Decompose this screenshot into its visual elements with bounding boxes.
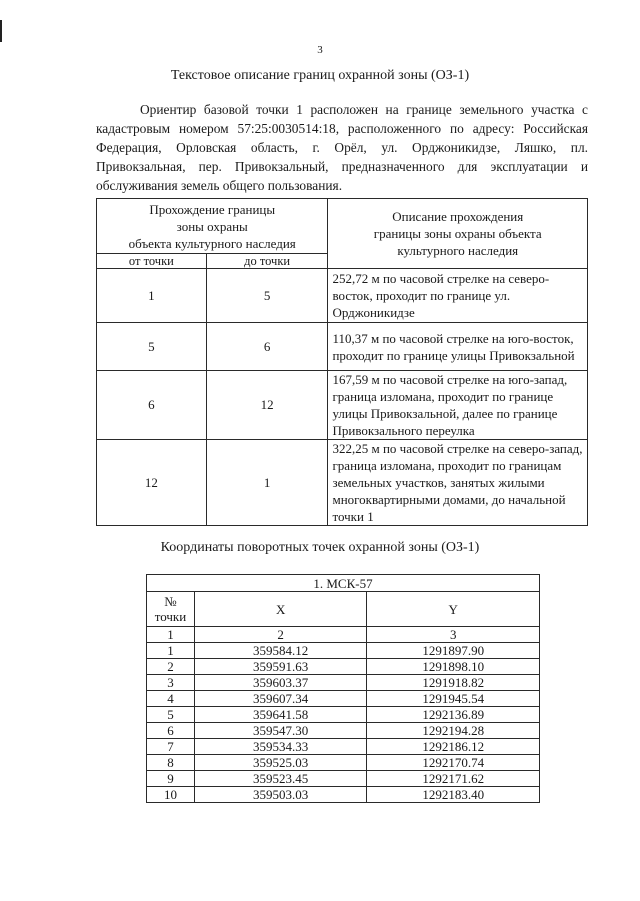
coord-x: 359534.33 — [194, 739, 367, 755]
header-right-line: границы зоны охраны объекта — [373, 226, 542, 241]
col-point-number-line: точки — [154, 609, 187, 624]
coord-x: 359584.12 — [194, 643, 367, 659]
table-row — [147, 723, 540, 739]
column-index: 1 — [147, 627, 195, 643]
coord-y: 1292171.62 — [367, 771, 540, 787]
coord-x: 359607.34 — [194, 691, 367, 707]
to-point: 1 — [206, 440, 328, 526]
coord-x: 359591.63 — [194, 659, 367, 675]
from-point: 6 — [97, 371, 207, 440]
segment-description: 167,59 м по часовой стрелке на юго-запад, граница изломана, проходит по границе улицы Привокзальной, далее по границе Привокзального переулка — [328, 371, 588, 440]
coord-y: 1292183.40 — [367, 787, 540, 803]
col-y: Y — [367, 592, 540, 627]
table-row — [147, 707, 540, 723]
header-left-line: Прохождение границы — [149, 201, 276, 217]
coord-x: 359525.03 — [194, 755, 367, 771]
segment-description: 110,37 м по часовой стрелке на юго-восток, проходит по границе улицы Привокзальной — [328, 323, 588, 371]
column-index: 3 — [367, 627, 540, 643]
table-row — [97, 440, 588, 526]
coord-x: 359641.58 — [194, 707, 367, 723]
coord-x: 359603.37 — [194, 675, 367, 691]
coordinates-header-row — [147, 592, 540, 627]
table-row — [97, 323, 588, 371]
point-number: 4 — [147, 691, 195, 707]
from-point: 5 — [97, 323, 207, 371]
table-row — [97, 371, 588, 440]
point-number: 6 — [147, 723, 195, 739]
coord-y: 1291945.54 — [367, 691, 540, 707]
table-row — [147, 739, 540, 755]
table-row — [147, 659, 540, 675]
column-index: 2 — [194, 627, 367, 643]
page-number: 3 — [317, 44, 323, 56]
intro-paragraph — [96, 100, 588, 195]
coord-y: 1292186.12 — [367, 739, 540, 755]
point-number: 2 — [147, 659, 195, 675]
coord-y: 1291898.10 — [367, 659, 540, 675]
boundary-description-title: Текстовое описание границ охранной зоны (ОЗ-1) — [170, 68, 470, 83]
point-number: 7 — [147, 739, 195, 755]
table-row — [147, 691, 540, 707]
column-index-row — [147, 627, 540, 643]
segment-description: 252,72 м по часовой стрелке на северо-восток, проходит по границе ул. Орджоникидзе — [328, 269, 588, 323]
coord-x: 359547.30 — [194, 723, 367, 739]
header-right-line: Описание прохождения — [392, 209, 524, 224]
point-number: 9 — [147, 771, 195, 787]
to-point: 6 — [206, 323, 328, 371]
point-number: 3 — [147, 675, 195, 691]
coord-x: 359523.45 — [194, 771, 367, 787]
coord-y: 1292194.28 — [367, 723, 540, 739]
table-row — [147, 787, 540, 803]
segment-description: 322,25 м по часовой стрелке на северо-запад, граница изломана, проходит по границам земельных участков, занятых жилыми многоквартирными домами, до начальной точки 1 — [328, 440, 588, 526]
col-point-number-line: № — [164, 594, 177, 609]
point-number: 10 — [147, 787, 195, 803]
intro-text: Ориентир базовой точки 1 расположен на границе земельного участка с кадастровым номером 57:25:0030514:18, расположенного по адресу: Российская Федерация, Орловская область, г. Орёл, ул. Орджоникидзе, Ляшко, пл. Привокзальная, пер. Привокзальный, предназначенного для эксплуатации и обслуживания земель общего пользования. — [96, 102, 588, 193]
coord-y: 1291918.82 — [367, 675, 540, 691]
point-number: 8 — [147, 755, 195, 771]
col-point-number — [147, 592, 195, 627]
table-row — [147, 643, 540, 659]
boundary-table — [96, 198, 588, 526]
header-left-line: объекта культурного наследия — [128, 235, 296, 251]
point-number: 5 — [147, 707, 195, 723]
header-right-line: культурного наследия — [397, 243, 519, 258]
col-x: X — [194, 592, 367, 627]
coord-x: 359503.03 — [194, 787, 367, 803]
coordinates-table — [146, 574, 540, 803]
point-number: 1 — [147, 643, 195, 659]
coord-y: 1292136.89 — [367, 707, 540, 723]
coordinate-system-row — [147, 575, 540, 592]
table-row — [147, 755, 540, 771]
coord-y: 1292170.74 — [367, 755, 540, 771]
boundary-table-header-row — [97, 199, 588, 254]
to-point: 5 — [206, 269, 328, 323]
coordinate-system-label: 1. МСК-57 — [147, 575, 540, 592]
col-from-point: от точки — [97, 254, 207, 269]
boundary-header-left — [97, 199, 328, 254]
from-point: 12 — [97, 440, 207, 526]
header-left-line: зоны охраны — [176, 218, 248, 234]
scan-edge-mark — [0, 20, 2, 42]
coord-y: 1291897.90 — [367, 643, 540, 659]
table-row — [147, 675, 540, 691]
coordinates-title: Координаты поворотных точек охранной зоны (ОЗ-1) — [160, 540, 480, 555]
boundary-header-right — [328, 199, 588, 269]
table-row — [97, 269, 588, 323]
col-to-point: до точки — [206, 254, 328, 269]
table-row — [147, 771, 540, 787]
from-point: 1 — [97, 269, 207, 323]
to-point: 12 — [206, 371, 328, 440]
